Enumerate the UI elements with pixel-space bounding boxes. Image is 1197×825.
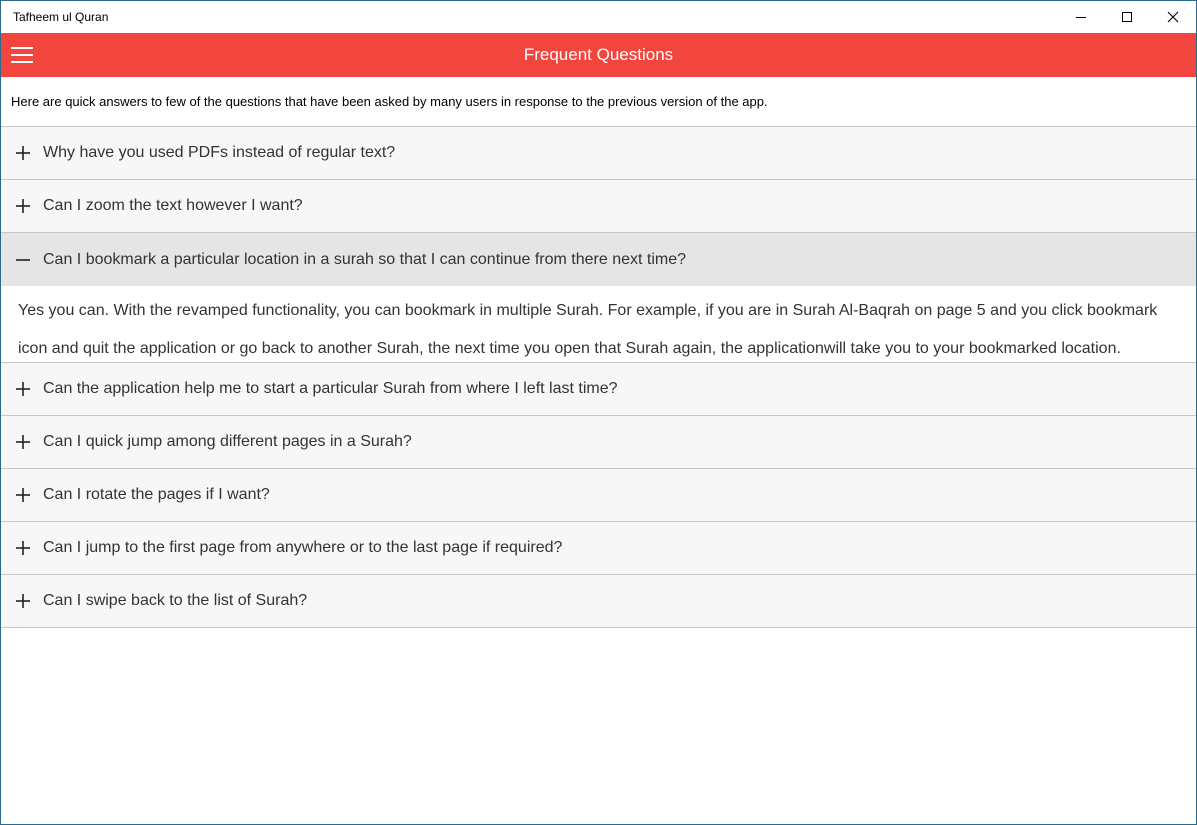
faq-question: Can the application help me to start a particular Surah from where I left last time? — [43, 380, 618, 397]
faq-item-swipe-back[interactable] — [1, 575, 1196, 628]
faq-question: Can I rotate the pages if I want? — [43, 486, 270, 503]
app-header — [1, 33, 1196, 77]
plus-icon — [15, 487, 31, 503]
faq-item-rotate[interactable] — [1, 469, 1196, 522]
plus-icon — [15, 593, 31, 609]
menu-button[interactable] — [11, 45, 33, 65]
maximize-button[interactable] — [1104, 1, 1150, 33]
minus-icon — [15, 252, 31, 268]
plus-icon — [15, 198, 31, 214]
plus-icon — [15, 434, 31, 450]
faq-item-pdfs[interactable] — [1, 127, 1196, 180]
maximize-icon — [1121, 11, 1133, 23]
faq-list — [1, 127, 1196, 628]
hamburger-icon — [11, 46, 33, 64]
minimize-button[interactable] — [1058, 1, 1104, 33]
faq-item-resume-surah[interactable] — [1, 363, 1196, 416]
faq-answer-bookmark: Yes you can. With the revamped functionality, you can bookmark in multiple Surah. For example, if you are in Surah Al-Baqrah on page 5 and you click bookmark icon and quit the application or go back to another Surah, the next time you open that Surah again, the applicationwill take you to your bookmarked location. — [1, 286, 1196, 363]
title-bar — [1, 1, 1196, 33]
faq-question: Why have you used PDFs instead of regular text? — [43, 144, 396, 161]
minimize-icon — [1075, 11, 1087, 23]
faq-item-bookmark[interactable] — [1, 233, 1196, 286]
faq-item-first-last-page[interactable] — [1, 522, 1196, 575]
faq-question: Can I zoom the text however I want? — [43, 197, 303, 214]
faq-item-zoom[interactable] — [1, 180, 1196, 233]
window-controls — [1058, 1, 1196, 33]
window-title: Tafheem ul Quran — [13, 10, 109, 24]
faq-question: Can I quick jump among different pages in a Surah? — [43, 433, 412, 450]
intro-text: Here are quick answers to few of the questions that have been asked by many users in response to the previous version of the app. — [1, 77, 1196, 127]
faq-item-quick-jump[interactable] — [1, 416, 1196, 469]
close-icon — [1167, 11, 1179, 23]
plus-icon — [15, 145, 31, 161]
plus-icon — [15, 540, 31, 556]
faq-question: Can I jump to the first page from anywhere or to the last page if required? — [43, 539, 563, 556]
faq-question: Can I swipe back to the list of Surah? — [43, 592, 308, 609]
page-title: Frequent Questions — [523, 45, 674, 64]
faq-question: Can I bookmark a particular location in a surah so that I can continue from there next time? — [43, 250, 686, 268]
close-button[interactable] — [1150, 1, 1196, 33]
plus-icon — [15, 381, 31, 397]
